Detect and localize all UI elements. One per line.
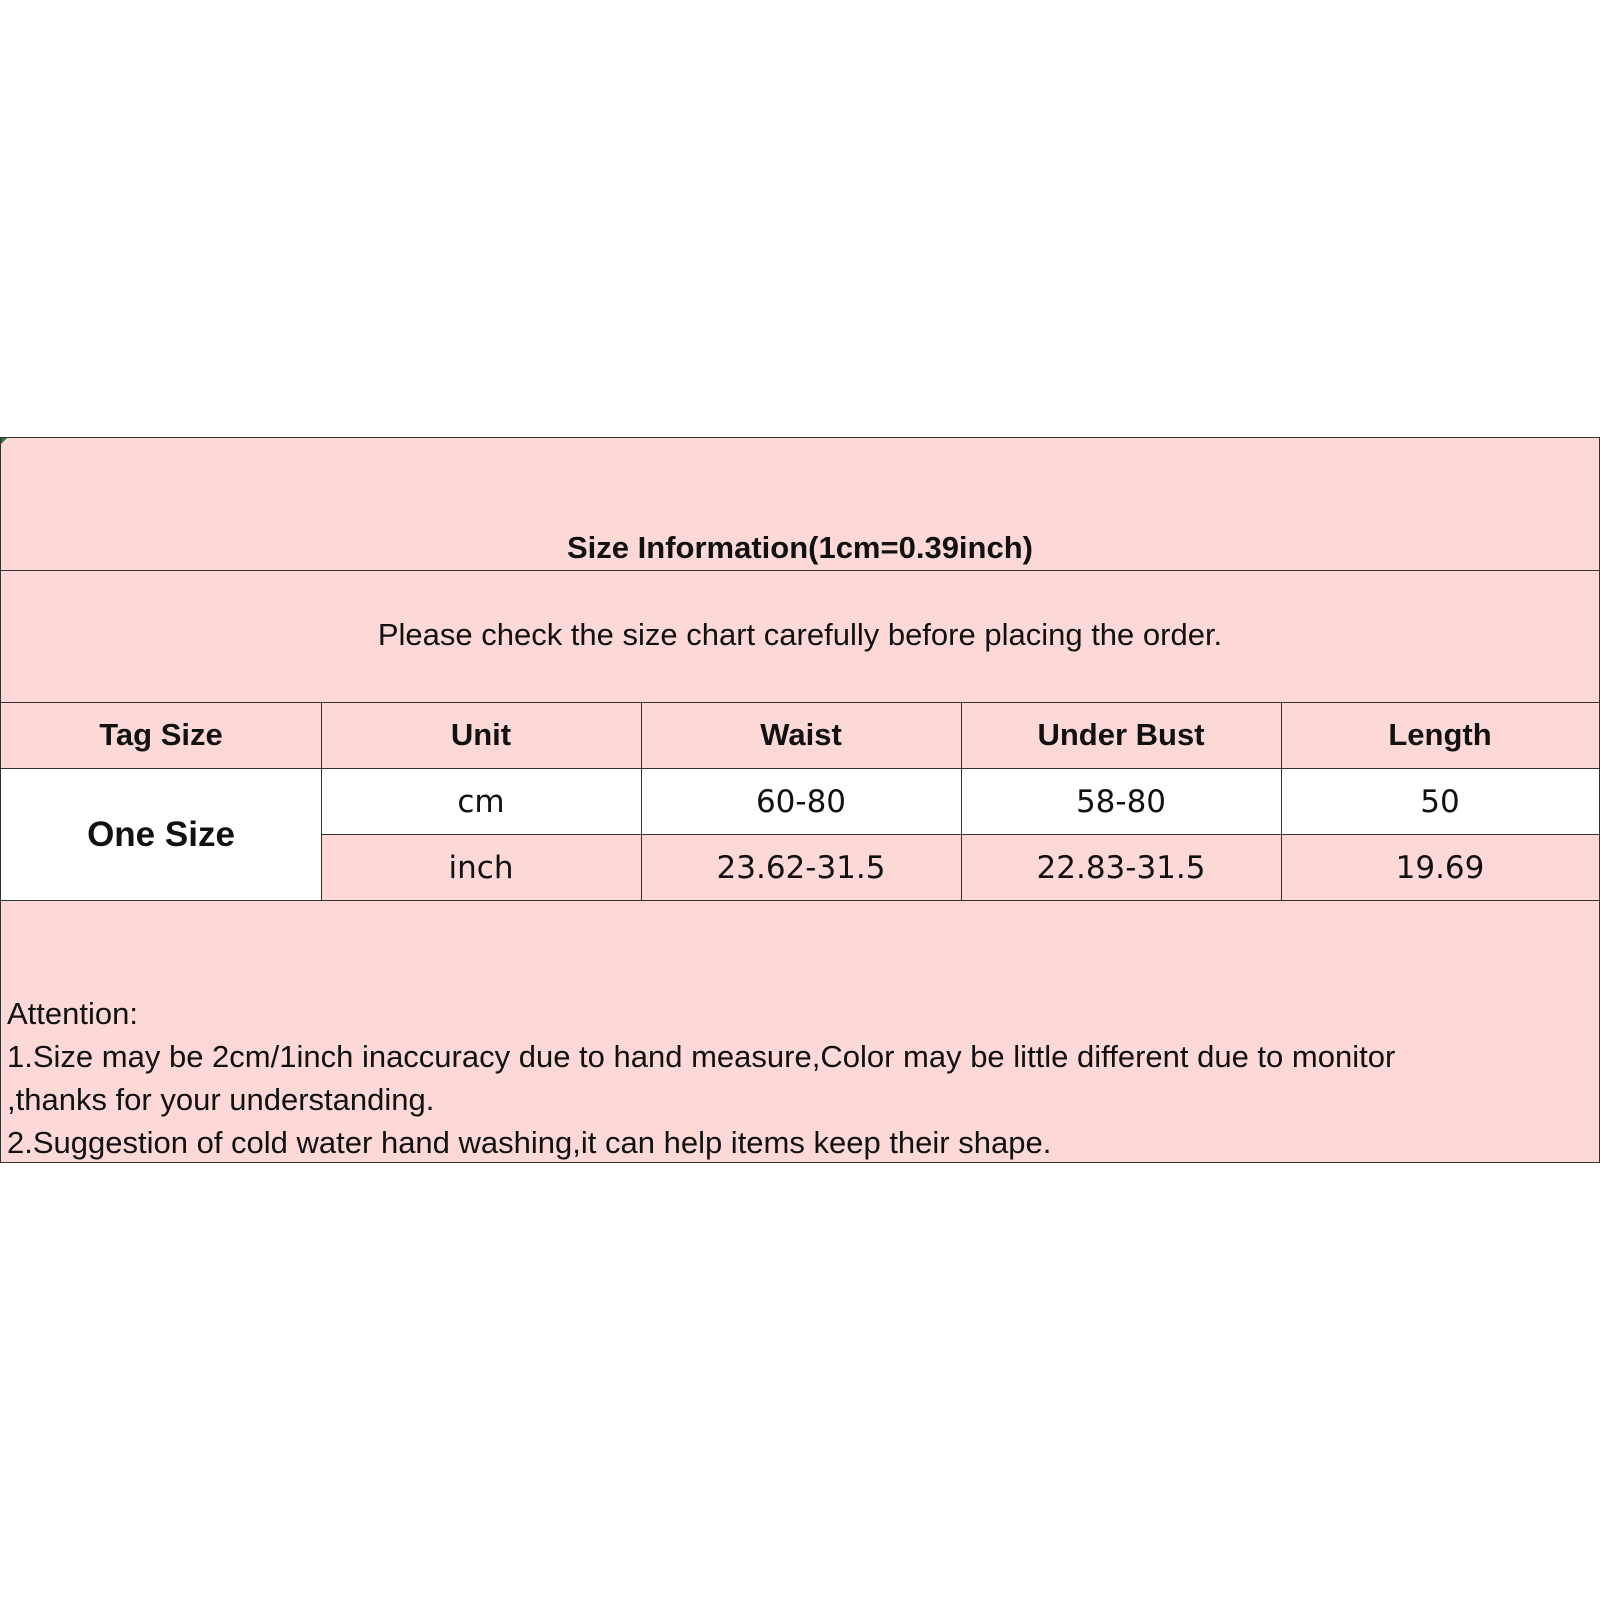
under-bust-cell: 58-80 bbox=[961, 769, 1281, 834]
attention-line: ,thanks for your understanding. bbox=[7, 1082, 435, 1117]
waist-cell: 60-80 bbox=[641, 769, 961, 834]
column-divider bbox=[1281, 702, 1282, 900]
row-divider bbox=[1, 900, 1599, 901]
waist-cell: 23.62-31.5 bbox=[716, 849, 886, 886]
unit-cell: inch bbox=[448, 849, 514, 886]
title-row bbox=[1, 438, 1599, 570]
attention-line: 1.Size may be 2cm/1inch inaccuracy due to hand measure,Color may be little different due to monitor bbox=[7, 1039, 1396, 1074]
header-unit: Unit bbox=[450, 717, 512, 752]
unit-cell: cm bbox=[321, 769, 641, 834]
attention-line: 2.Suggestion of cold water hand washing,it can help items keep their shape. bbox=[7, 1125, 1052, 1160]
column-divider bbox=[321, 702, 322, 900]
length-cell: 19.69 bbox=[1395, 849, 1485, 886]
header-tag-size: Tag Size bbox=[99, 717, 223, 752]
column-divider bbox=[641, 702, 642, 900]
length-cell: 50 bbox=[1281, 769, 1599, 834]
notice-row bbox=[1, 570, 1599, 702]
size-chart-title: Size Information(1cm=0.39inch) bbox=[567, 530, 1033, 565]
size-chart-notice: Please check the size chart carefully before placing the order. bbox=[377, 617, 1223, 652]
header-waist: Waist bbox=[760, 717, 842, 752]
size-chart-sheet bbox=[0, 437, 1600, 1163]
tag-size-value: One Size bbox=[1, 769, 321, 900]
column-divider bbox=[961, 702, 962, 900]
attention-heading: Attention: bbox=[7, 996, 138, 1031]
attention-notes bbox=[7, 992, 1587, 1164]
header-length: Length bbox=[1388, 717, 1492, 752]
under-bust-cell: 22.83-31.5 bbox=[1036, 849, 1206, 886]
header-under-bust: Under Bust bbox=[1037, 717, 1205, 752]
